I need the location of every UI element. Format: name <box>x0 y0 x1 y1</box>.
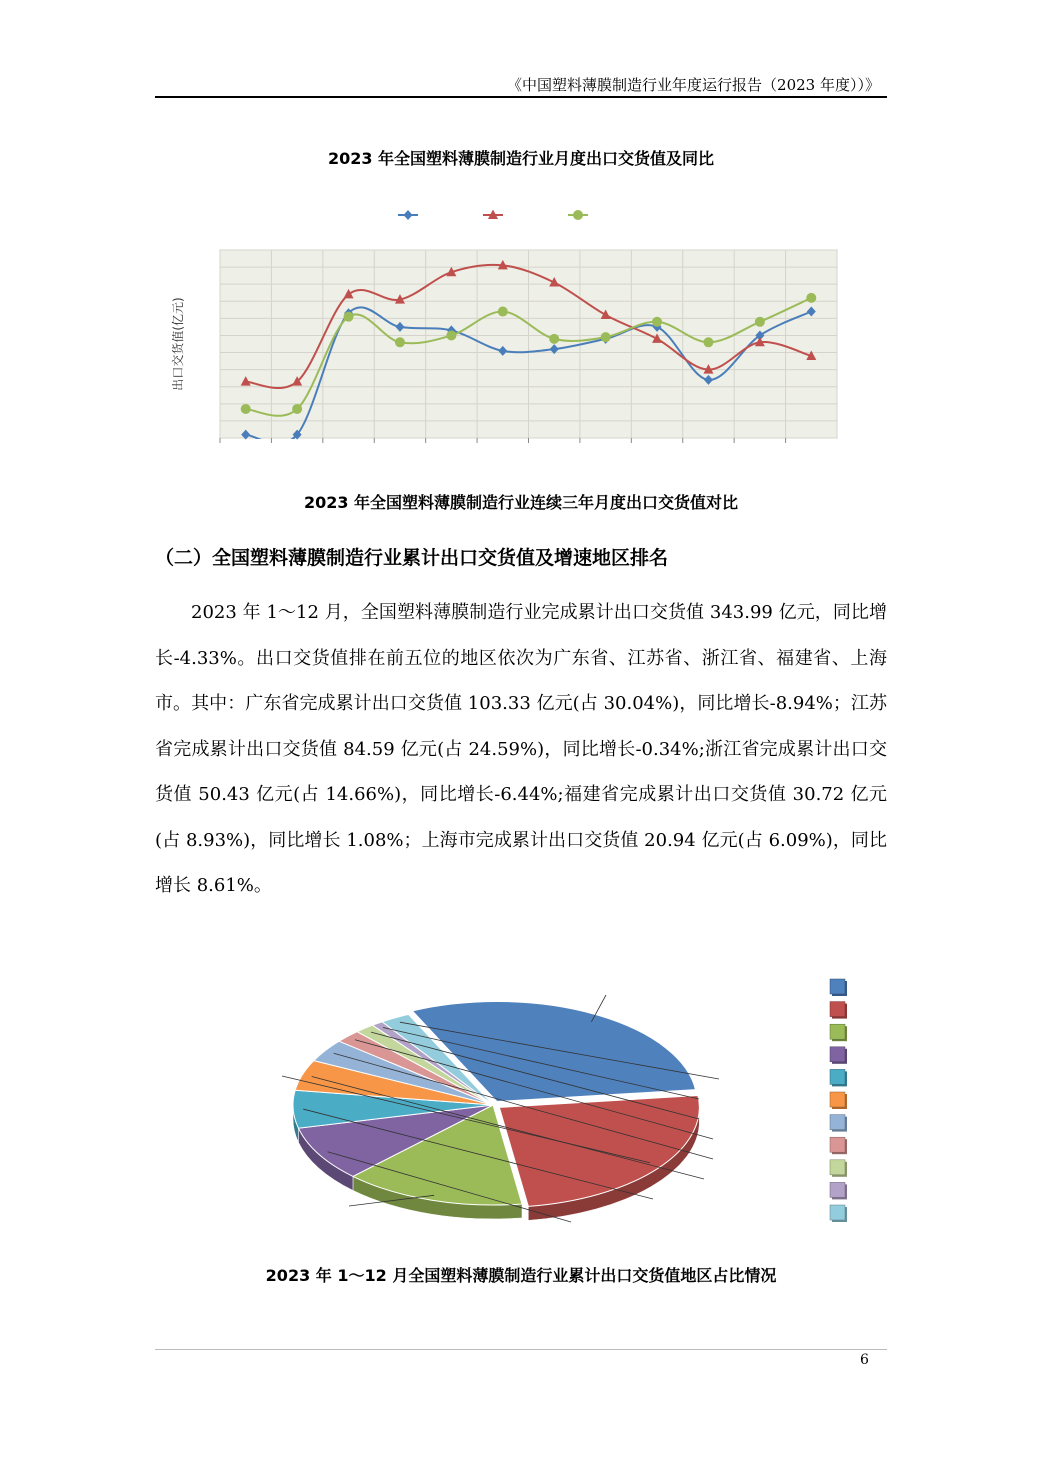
data-point <box>601 332 611 342</box>
line-chart-x-ticks <box>220 438 786 443</box>
data-point <box>241 404 251 414</box>
data-point <box>549 334 559 344</box>
pie-chart-legend <box>830 979 847 1222</box>
data-point <box>446 330 456 340</box>
data-point <box>703 337 713 347</box>
line-chart-caption: 2023 年全国塑料薄膜制造行业连续三年月度出口交货值对比 <box>303 493 739 512</box>
data-point <box>344 312 354 322</box>
line-chart-y-axis-label: 出口交货值(亿元) <box>171 297 185 391</box>
data-point <box>806 293 816 303</box>
legend-swatch <box>830 1160 845 1175</box>
legend-swatch <box>830 1115 845 1130</box>
data-point <box>292 404 302 414</box>
pie-chart-caption: 2023 年 1～12 月全国塑料薄膜制造行业累计出口交货值地区占比情况 <box>265 1266 777 1285</box>
pie-chart-slices <box>293 1002 699 1221</box>
legend-swatch <box>830 1024 845 1039</box>
running-header: 《中国塑料薄膜制造行业年度运行报告（2023 年度））》 <box>507 76 880 94</box>
page-number: 6 <box>860 1352 869 1368</box>
legend-swatch <box>830 1047 845 1062</box>
data-point <box>652 317 662 327</box>
legend-swatch <box>830 1002 845 1017</box>
legend-swatch <box>830 1069 845 1084</box>
footer-rule <box>155 1349 887 1350</box>
section-heading: （二）全国塑料薄膜制造行业累计出口交货值及增速地区排名 <box>155 547 669 569</box>
legend-marker <box>573 210 583 220</box>
header-rule <box>155 96 887 98</box>
body-paragraph: 2023 年 1～12 月，全国塑料薄膜制造行业完成累计出口交货值 343.99 亿元，同比增长-4.33%。出口交货值排在前五位的地区依次为广东省、江苏省、浙江省、福建省、上海市。其中：广东省完成累计出口交货值 103.33 亿元(占 30.04%)，同比增长-8.94%；江苏省完成累计出口交货值 84.59 亿元(占 24.59%)，同比增长-0.34%;浙江省完成累计出口交货值 50.43 亿元(占 14.66%)，同比增长-6.44%;福建省完成累计出口交货值 30.72 亿元(占 8.93%)，同比增长 1.08%；上海市完成累计出口交货值 20.94 亿元(占 6.09%)，同比增长 8.61%。 <box>155 602 887 896</box>
pie-chart <box>155 970 887 1255</box>
legend-marker <box>404 210 413 220</box>
data-point <box>498 307 508 317</box>
line-chart <box>155 200 887 480</box>
legend-swatch <box>830 1205 845 1220</box>
line-chart-title: 2023 年全国塑料薄膜制造行业月度出口交货值及同比 <box>327 149 715 168</box>
line-chart-legend <box>398 210 588 221</box>
legend-swatch <box>830 1137 845 1152</box>
data-point <box>395 337 405 347</box>
legend-swatch <box>830 1182 845 1197</box>
legend-swatch <box>830 979 845 994</box>
legend-swatch <box>830 1092 845 1107</box>
data-point <box>755 317 765 327</box>
